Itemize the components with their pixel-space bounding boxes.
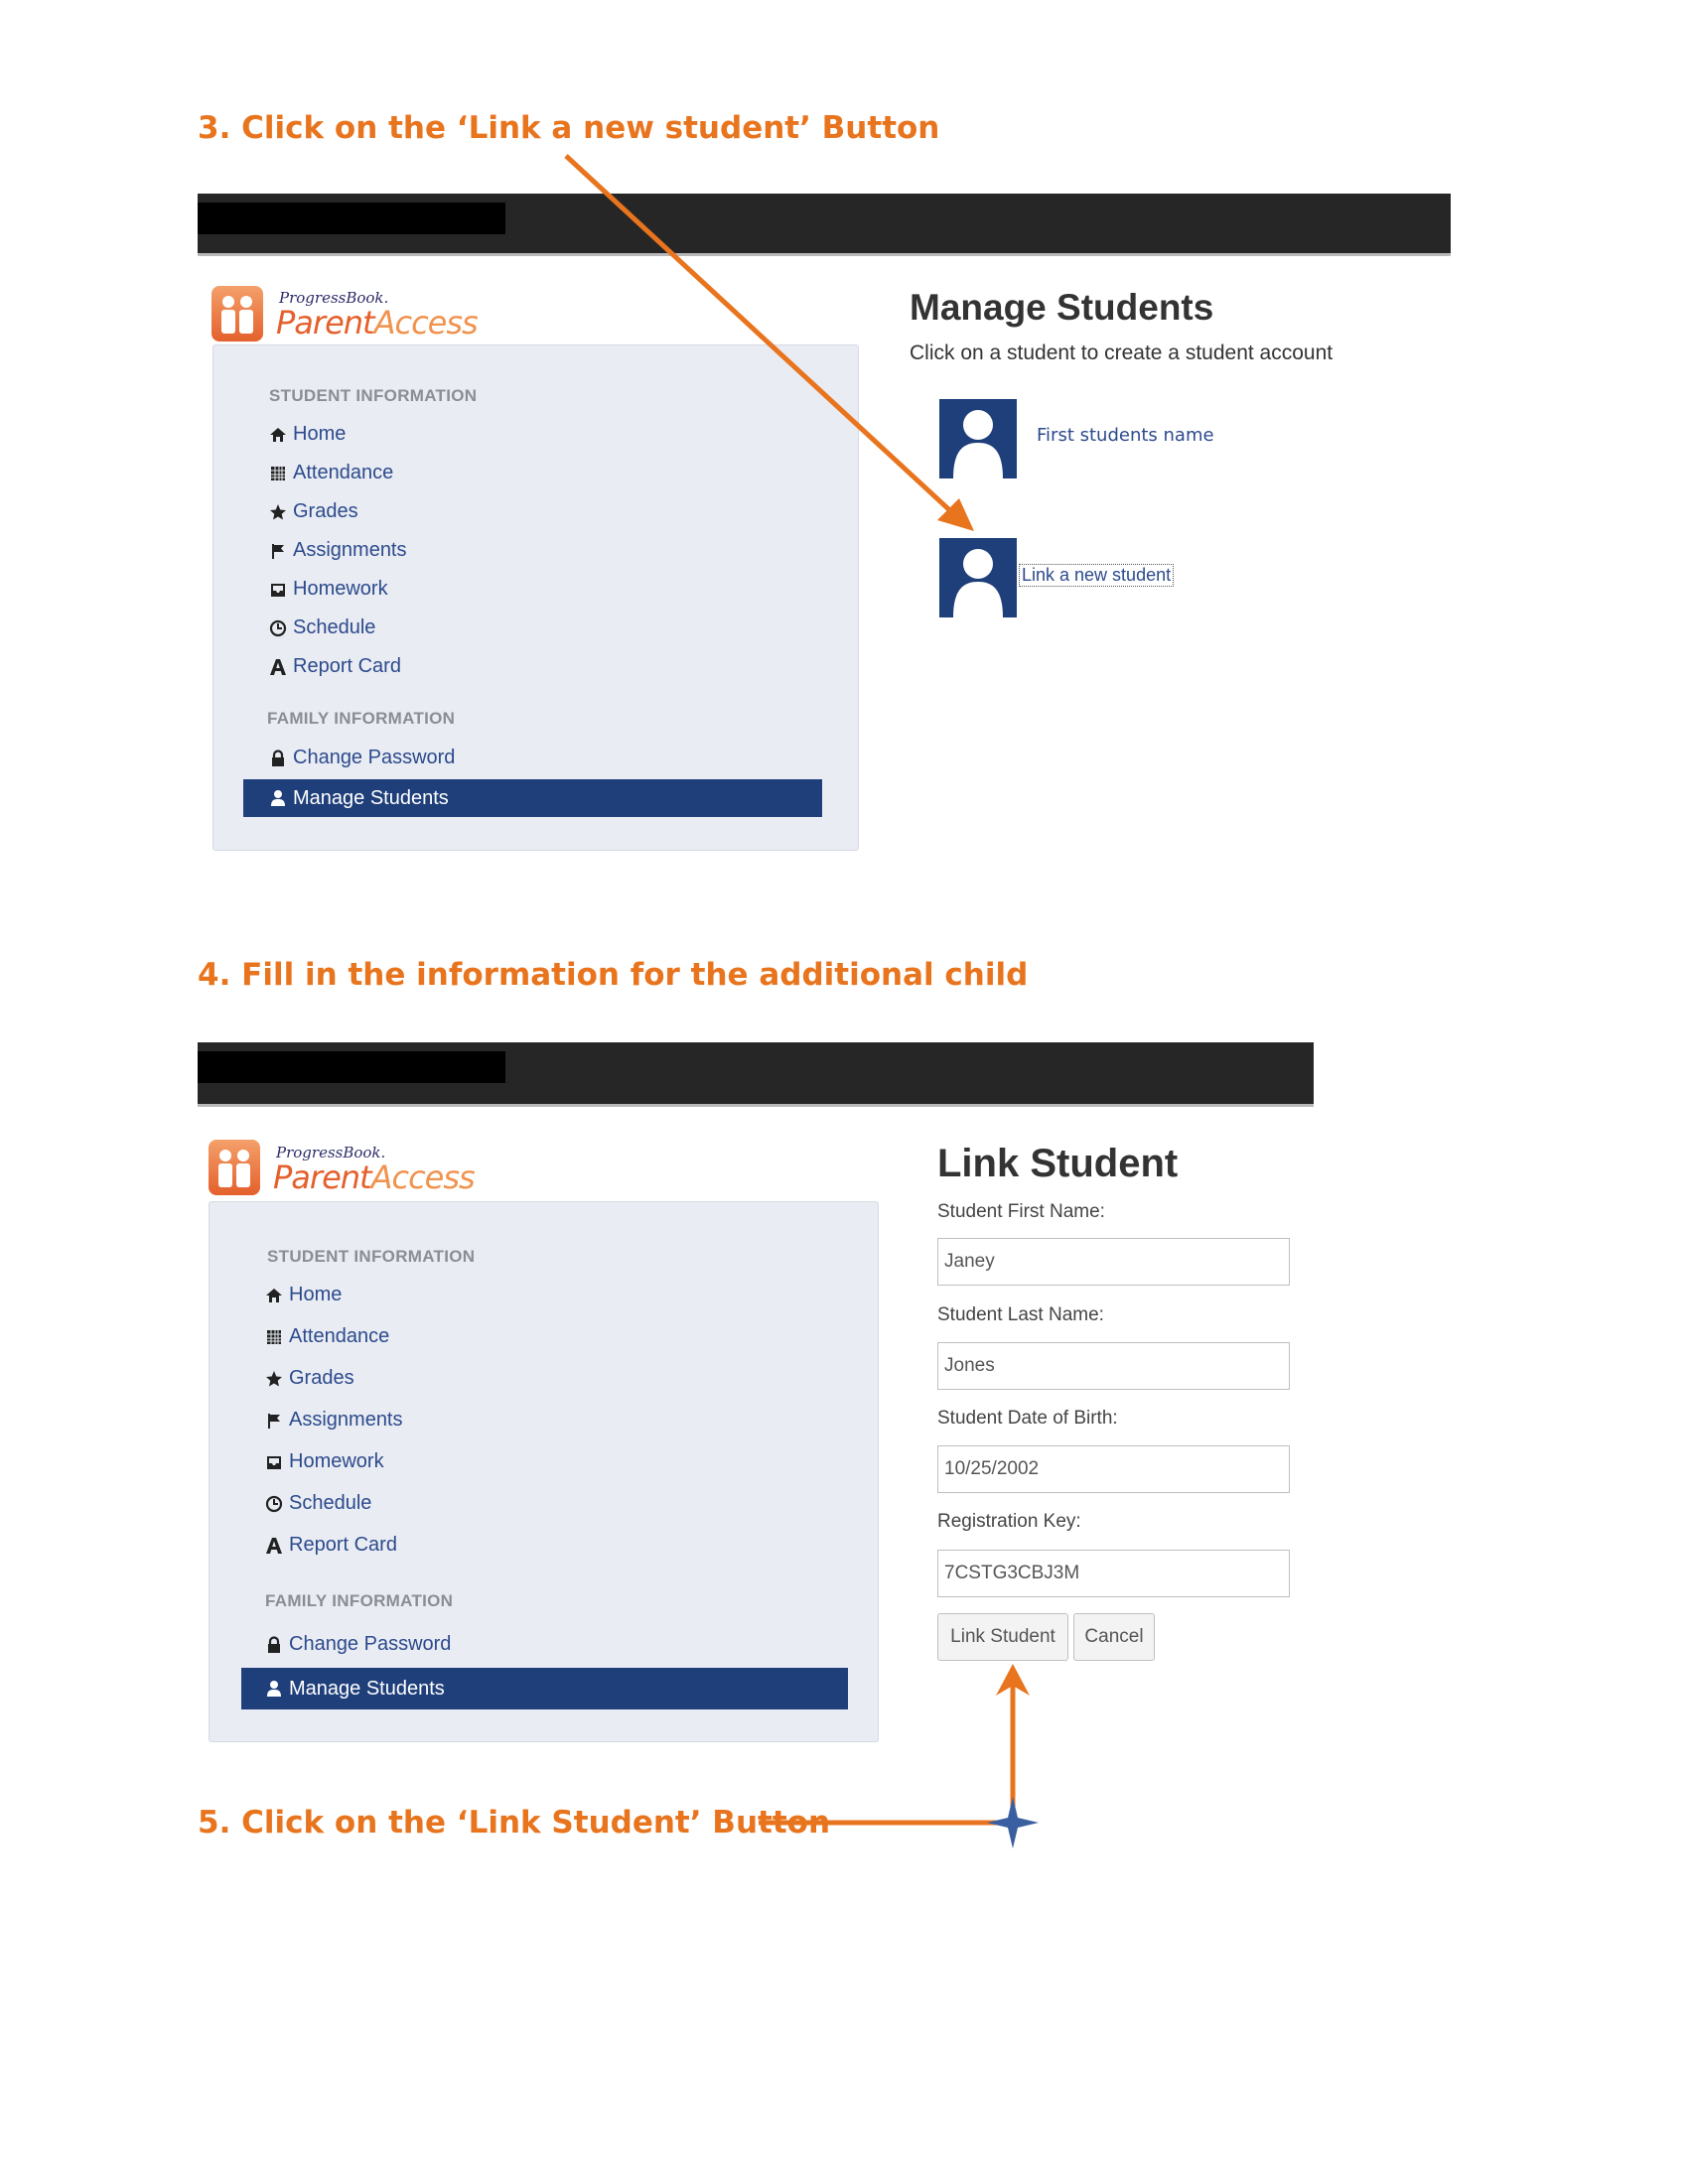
family-information-heading: FAMILY INFORMATION: [267, 709, 456, 728]
logo-brand-small-2: ProgressBook.: [276, 1144, 386, 1161]
cancel-button[interactable]: Cancel: [1073, 1613, 1155, 1661]
sidebar-item-attendance-2[interactable]: Attendance: [265, 1325, 389, 1348]
sidebar-item-manage-students[interactable]: Manage Students: [243, 779, 822, 817]
manage-students-subtitle: Click on a student to create a student account: [910, 341, 1334, 364]
sidebar-item-manage-students-2[interactable]: Manage Students: [241, 1668, 848, 1709]
dob-field[interactable]: 10/25/2002: [937, 1445, 1290, 1493]
sidebar-item-change-password-2[interactable]: Change Password: [265, 1633, 451, 1656]
student-information-heading-2: STUDENT INFORMATION: [267, 1247, 476, 1266]
dob-label: Student Date of Birth:: [937, 1408, 1118, 1429]
sidebar-item-schedule[interactable]: Schedule: [269, 616, 375, 639]
sidebar-item-grades-2[interactable]: Grades: [265, 1367, 354, 1390]
link-student-title: Link Student: [937, 1142, 1179, 1185]
step-4-instruction: 4. Fill in the information for the additional child: [198, 957, 1029, 993]
sidebar-item-home-2[interactable]: Home: [265, 1284, 342, 1306]
sidebar-item-assignments[interactable]: Assignments: [269, 539, 407, 562]
step-3-instruction: 3. Click on the ‘Link a new student’ Button: [198, 110, 940, 146]
step-5-instruction: 5. Click on the ‘Link Student’ Button: [198, 1805, 831, 1841]
sidebar-item-assignments-2[interactable]: Assignments: [265, 1409, 403, 1432]
first-name-label: Student First Name:: [937, 1201, 1105, 1222]
sidebar-item-report-card[interactable]: Report Card: [269, 655, 401, 678]
registration-key-field[interactable]: 7CSTG3CBJ3M: [937, 1550, 1290, 1597]
family-information-heading-2: FAMILY INFORMATION: [265, 1591, 454, 1610]
sidebar-item-grades[interactable]: Grades: [269, 500, 358, 523]
student-information-heading: STUDENT INFORMATION: [269, 386, 478, 405]
sidebar-item-attendance[interactable]: Attendance: [269, 462, 393, 484]
sidebar-item-homework[interactable]: Homework: [269, 578, 388, 601]
link-student-button[interactable]: Link Student: [937, 1613, 1068, 1661]
first-student-name-link[interactable]: First students name: [1037, 425, 1214, 446]
logo-brand: ParentAccess: [276, 304, 478, 341]
sidebar-item-homework-2[interactable]: Homework: [265, 1450, 384, 1473]
arrow-to-link-new-student: [566, 156, 956, 516]
sidebar-item-home[interactable]: Home: [269, 423, 346, 446]
sidebar-item-change-password[interactable]: Change Password: [269, 747, 455, 769]
last-name-label: Student Last Name:: [937, 1304, 1104, 1325]
registration-key-label: Registration Key:: [937, 1511, 1081, 1532]
last-name-field[interactable]: Jones: [937, 1342, 1290, 1390]
manage-students-title: Manage Students: [910, 287, 1214, 328]
logo-brand-2: ParentAccess: [273, 1159, 475, 1196]
sidebar-item-schedule-2[interactable]: Schedule: [265, 1492, 371, 1515]
logo-brand-small: ProgressBook.: [279, 289, 389, 307]
connector-star-icon: [987, 1797, 1039, 1848]
first-name-field[interactable]: Janey: [937, 1238, 1290, 1286]
link-new-student-link[interactable]: Link a new student: [1022, 565, 1172, 585]
sidebar-item-report-card-2[interactable]: Report Card: [265, 1534, 397, 1557]
